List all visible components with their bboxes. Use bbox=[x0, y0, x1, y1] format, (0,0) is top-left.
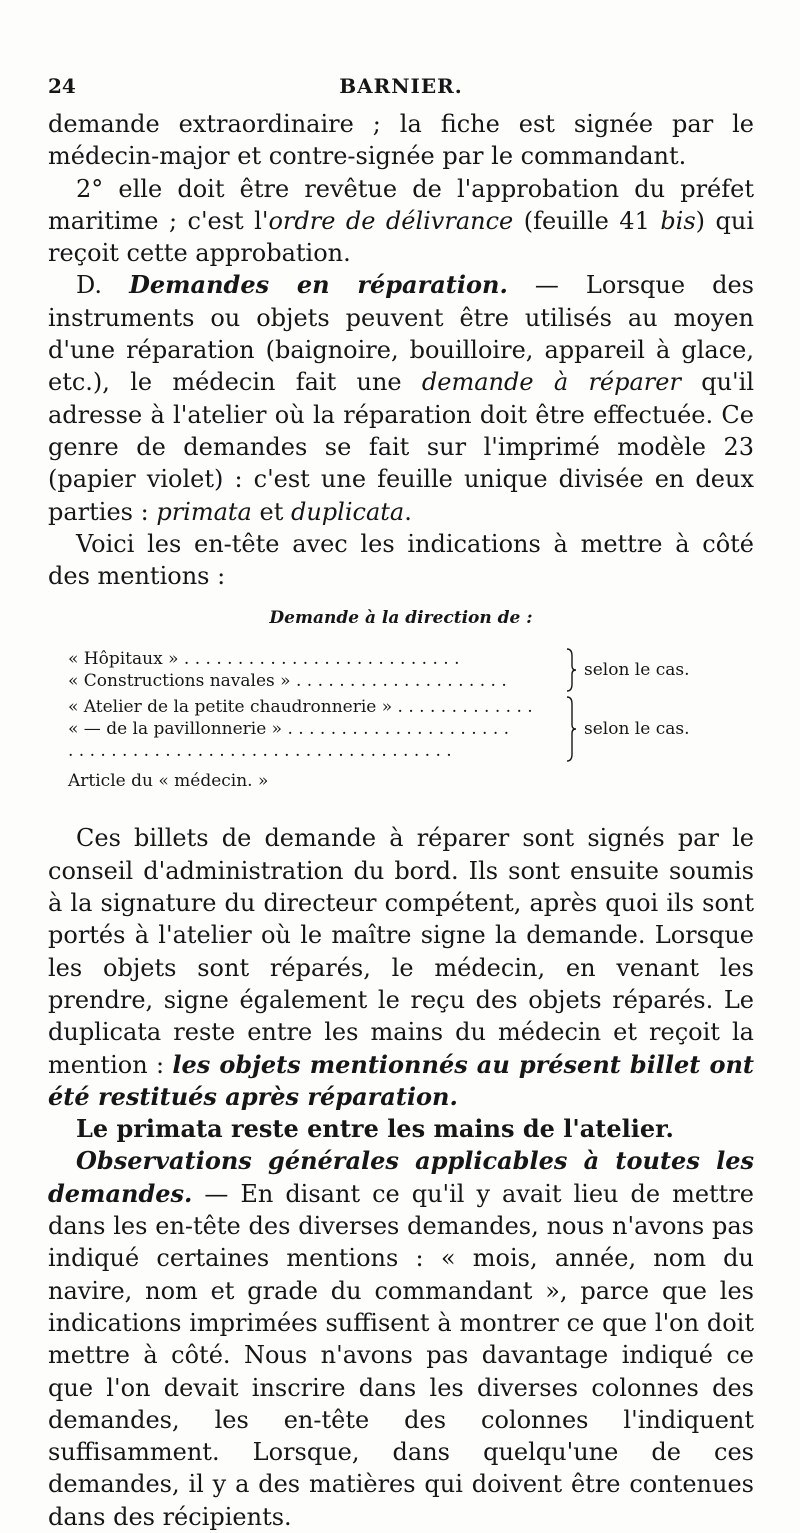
mentions-group-2 bbox=[68, 696, 708, 762]
paragraph-1: demande extraordinaire ; la fiche est signée par le médecin-major et contre-signée par le commandant. bbox=[48, 110, 754, 171]
mentions-table bbox=[68, 648, 708, 762]
paragraph-5: Ces billets de demande à réparer sont signés par le conseil d'administration du bord. Ils sont ensuite soumis à la signature du directeur compétent, après quoi ils sont portés à l'atelier où le maître signe la demande. Lorsque les objets sont réparés, le médecin, en venant les prendre, signe également le reçu des objets réparés. Le duplicata reste entre les mains du médecin et reçoit la mention : les objets mentionnés au présent billet ont été restitués après réparation. bbox=[48, 824, 754, 1111]
table-row: « Constructions navales » . . . . . . . . . . . . . . . . . . . . bbox=[68, 671, 507, 692]
running-title: BARNIER. bbox=[339, 74, 463, 98]
paragraph-6: Le primata reste entre les mains de l'atelier. bbox=[76, 1114, 674, 1144]
paragraph-2: 2° elle doit être revêtue de l'approbation du préfet maritime ; c'est l'ordre de délivrance (feuille 41 bis) qui reçoit cette approbation. bbox=[48, 174, 754, 268]
table-title: Demande à la direction de : bbox=[269, 608, 533, 629]
table-row: . . . . . . . . . . . . . . . . . . . . . . . . . . . . . . . . . . . . bbox=[68, 741, 452, 762]
table-row: « Atelier de la petite chaudronnerie » . . . . . . . . . . . . . bbox=[68, 697, 533, 718]
table-row: « Hôpitaux » . . . . . . . . . . . . . . . . . . . . . . . . . . bbox=[68, 649, 460, 670]
paragraph-4: Voici les en-tête avec les indications à mettre à côté des mentions : bbox=[48, 529, 754, 591]
group-2-note: selon le cas. bbox=[584, 719, 690, 740]
page-number: 24 bbox=[48, 74, 76, 98]
table-article: Article du « médecin. » bbox=[68, 771, 269, 792]
group-1-note: selon le cas. bbox=[584, 660, 690, 681]
paragraph-3: D. Demandes en réparation. — Lorsque des instruments ou objets peuvent être utilisés au moyen d'une réparation (baignoire, bouilloire, appareil à glace, etc.), le médecin fait une demande à réparer qu'il adresse à l'atelier où la réparation doit être effectuée. Ce genre de demandes se fait sur l'imprimé modèle 23 (papier violet) : c'est une feuille unique divisée en deux parties : primata et duplicata. bbox=[48, 270, 755, 526]
mentions-group-1 bbox=[68, 648, 708, 692]
paragraph-7: Observations générales applicables à toutes les demandes. — En disant ce qu'il y avait lieu de mettre dans les en-tête des diverses demandes, nous n'avons pas indiqué certaines mentions : « mois, année, nom du navire, nom et grade du commandant », parce que les indications imprimées suffisent à montrer ce que l'on doit mettre à côté. Nous n'avons pas davantage indiqué ce que l'on devait inscrire dans les diverses colonnes des demandes, les en-tête des colonnes l'indiquent suffisamment. Lorsque, dans quelqu'une de ces demandes, il y a des matières qui doivent être contenues dans des récipients. bbox=[48, 1146, 754, 1531]
table-row: « — de la pavillonnerie » . . . . . . . . . . . . . . . . . . . . . bbox=[68, 719, 510, 740]
brace-icon bbox=[564, 648, 578, 692]
brace-icon bbox=[564, 696, 578, 762]
page-header bbox=[48, 74, 754, 108]
page bbox=[48, 74, 754, 1533]
